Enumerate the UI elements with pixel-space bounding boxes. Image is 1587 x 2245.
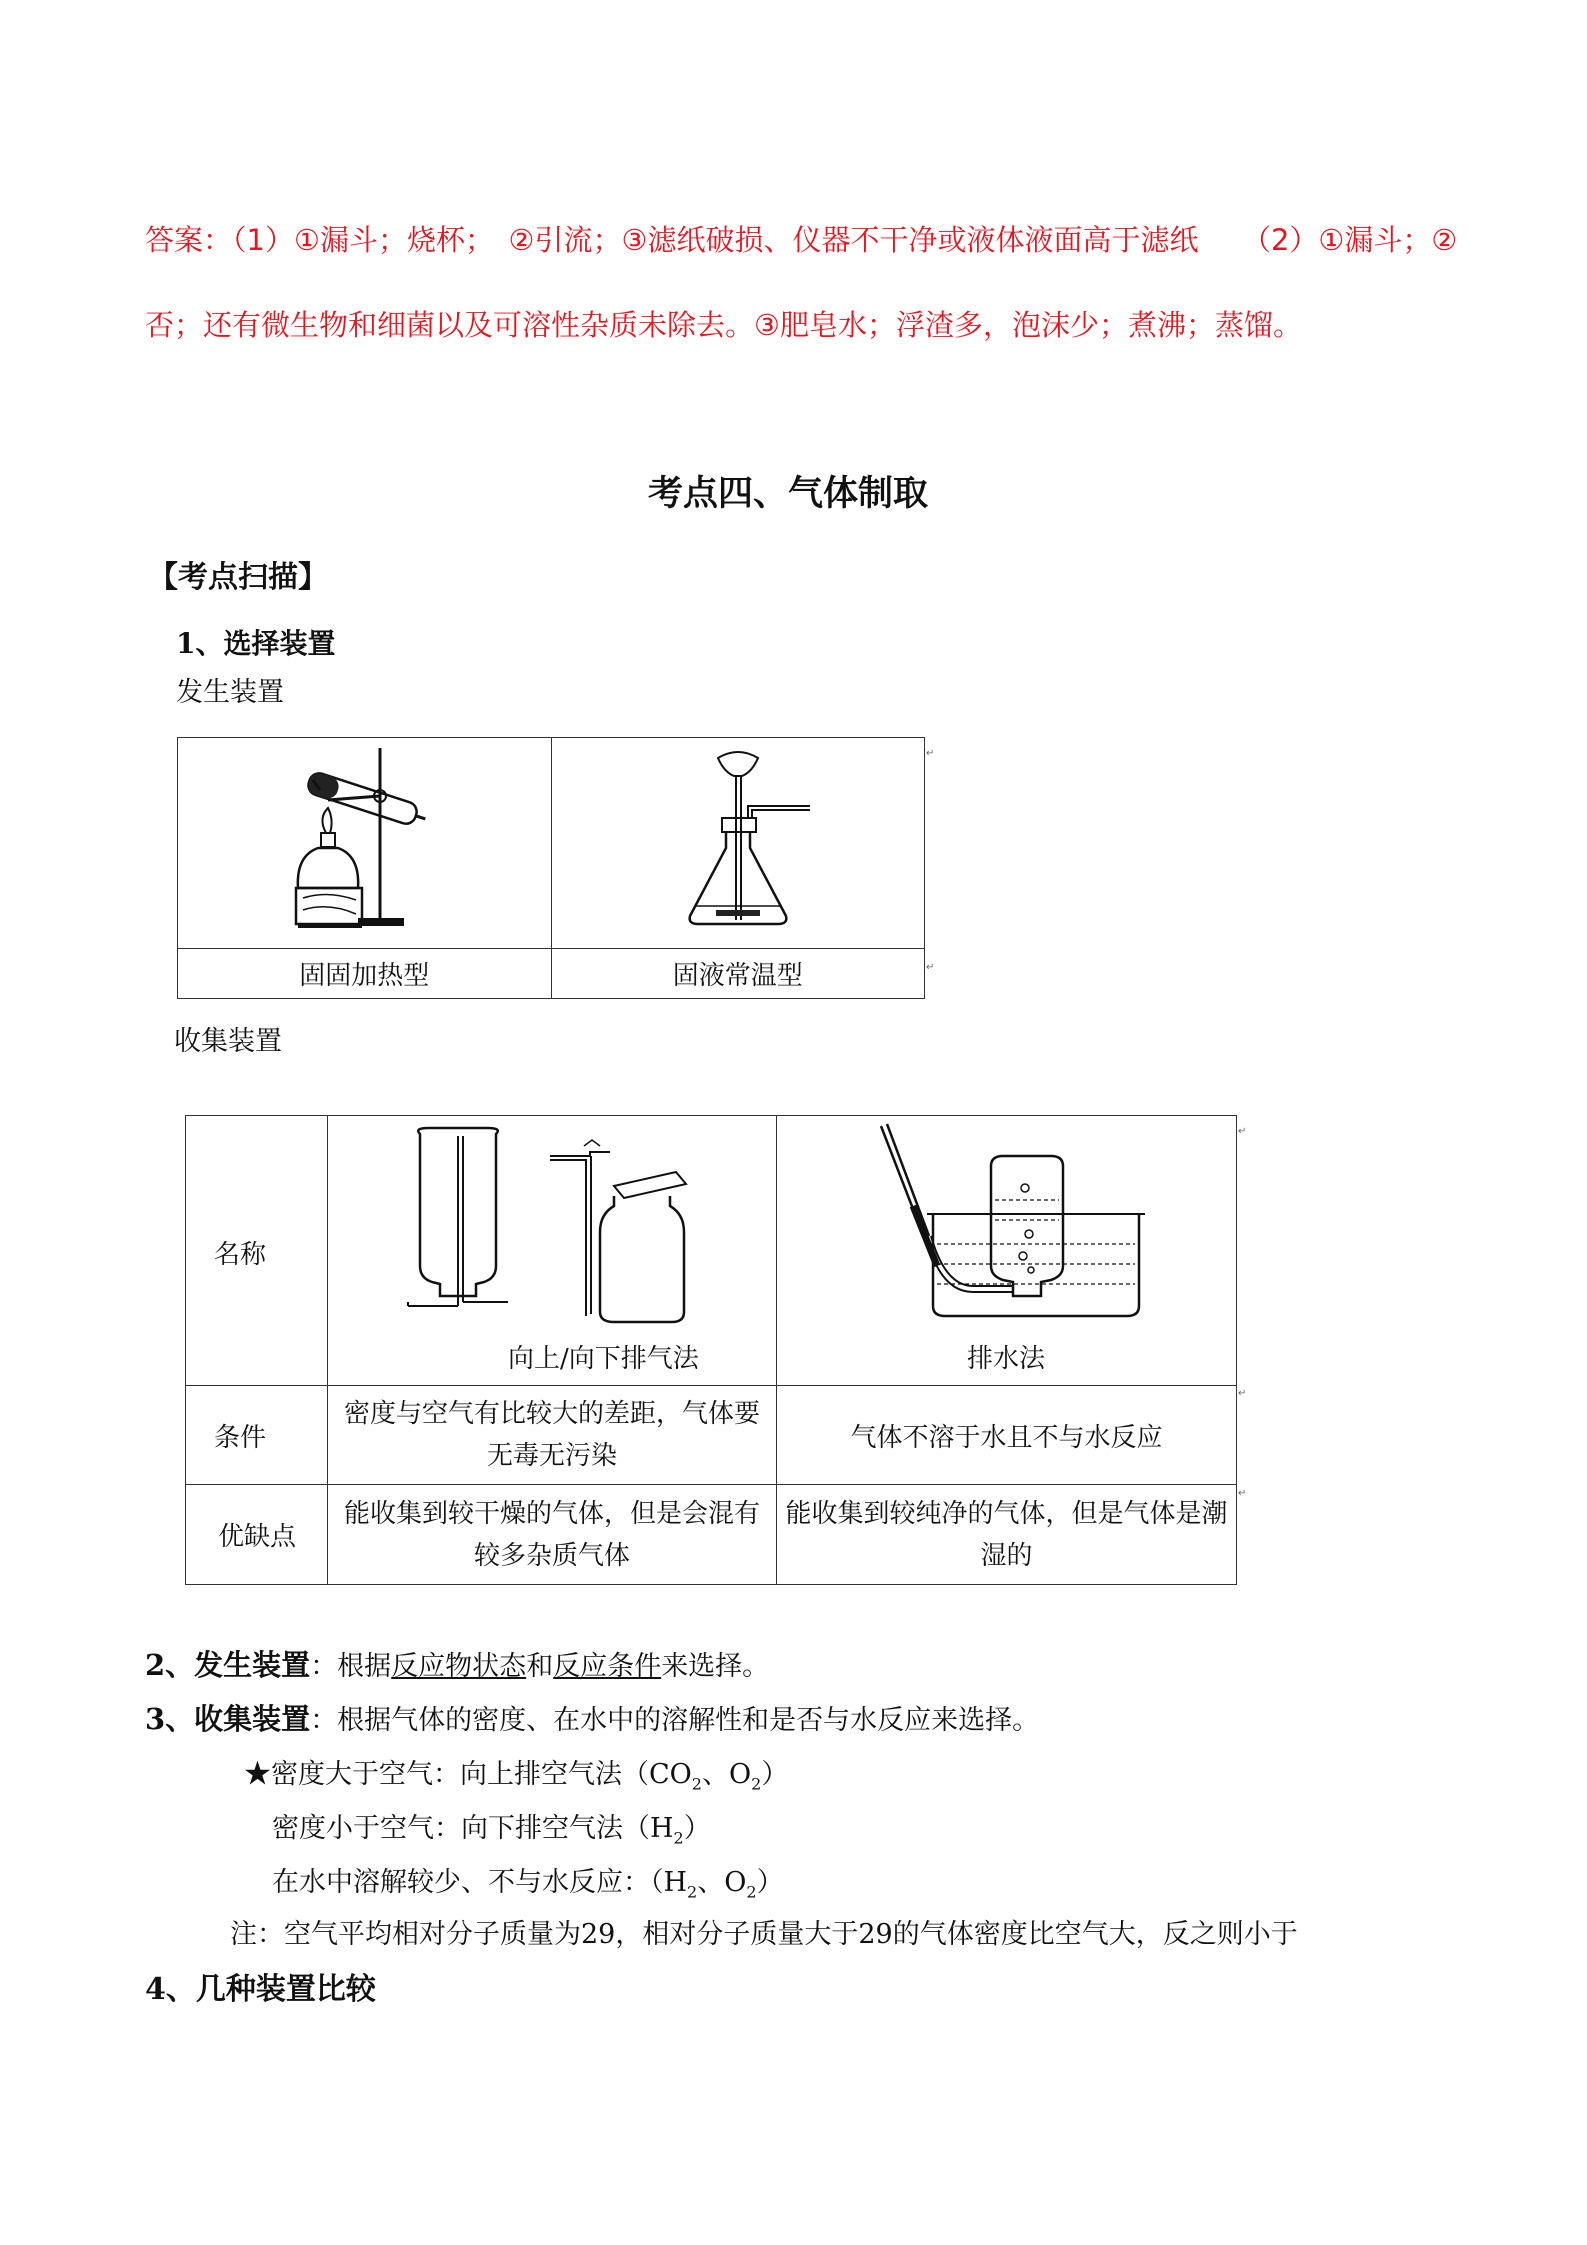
section-heading: 【考点扫描】: [148, 560, 328, 595]
item3-water: 在水中溶解较少、不与水反应：（$H_2$、$O_2$）: [272, 1867, 784, 1902]
collection-table: [185, 1115, 1237, 1585]
condition-water: 气体不溶于水且不与水反应: [777, 1386, 1237, 1485]
item3-denser: ★密度大于空气：向上排空气法（$CO_2$、$O_2$）: [244, 1759, 789, 1794]
item3-note: 注：空气平均相对分子质量为29，相对分子质量大于29的气体密度比空气大，反之则小于: [230, 1919, 1298, 1950]
method-water: 排水法: [967, 1344, 1046, 1374]
gen-cell-flask: [551, 738, 925, 949]
answer-line-2: 否；还有微生物和细菌以及可溶性杂质未除去。③肥皂水；浮渣多，泡沫少；煮沸；蒸馏。: [145, 308, 1302, 342]
item1-heading: 1、选择装置: [176, 627, 336, 660]
row-label-pros-cons: 优缺点: [186, 1485, 328, 1585]
water-displacement-icon: [777, 1116, 1236, 1338]
gen-type-room-temp: 固液常温型: [551, 949, 925, 999]
generation-table: [177, 737, 925, 999]
item3-line: 3、收集装置：根据气体的密度、在水中的溶解性和是否与水反应来选择。: [145, 1702, 1040, 1736]
page-title: 考点四、气体制取: [648, 474, 929, 514]
underline-reaction-condition: 反应条件: [553, 1651, 662, 1682]
underline-reactant-state: 反应物状态: [391, 1651, 527, 1682]
cell-air-displacement: [328, 1116, 777, 1386]
flask-funnel-apparatus-icon: [552, 738, 924, 944]
gen-cell-heating: [178, 738, 552, 949]
pros-cons-air: 能收集到较干燥的气体，但是会混有较多杂质气体: [328, 1485, 777, 1585]
condition-air: 密度与空气有比较大的差距，气体要无毒无污染: [328, 1386, 777, 1485]
item2-heading: 2、发生装置: [145, 1648, 311, 1682]
cell-water-displacement: [777, 1116, 1237, 1386]
item3-heading: 3、收集装置: [145, 1702, 311, 1736]
item4-heading: 4、几种装置比较: [145, 1972, 376, 2007]
row-label-name: 名称: [186, 1116, 328, 1386]
item2-line: 2、发生装置：根据反应物状态和反应条件来选择。: [145, 1648, 770, 1682]
item3-lighter: 密度小于空气：向下排空气法$(H_2)$: [272, 1813, 711, 1848]
method-air: 向上/向下排气法: [508, 1344, 699, 1374]
generation-label: 发生装置: [176, 677, 284, 708]
answer-line-1: 答案：（1）①漏斗；烧杯； ②引流；③滤纸破损、仪器不干净或液体液面高于滤纸 （2）①漏斗；②: [145, 223, 1458, 257]
gen-type-heating: 固固加热型: [178, 949, 552, 999]
heating-apparatus-icon: [178, 738, 550, 944]
collection-label: 收集装置: [174, 1026, 282, 1057]
row-label-condition: 条件: [186, 1386, 328, 1485]
pros-cons-water: 能收集到较纯净的气体，但是气体是潮湿的: [777, 1485, 1237, 1585]
gas-collection-bottle-icon: [328, 1116, 776, 1338]
